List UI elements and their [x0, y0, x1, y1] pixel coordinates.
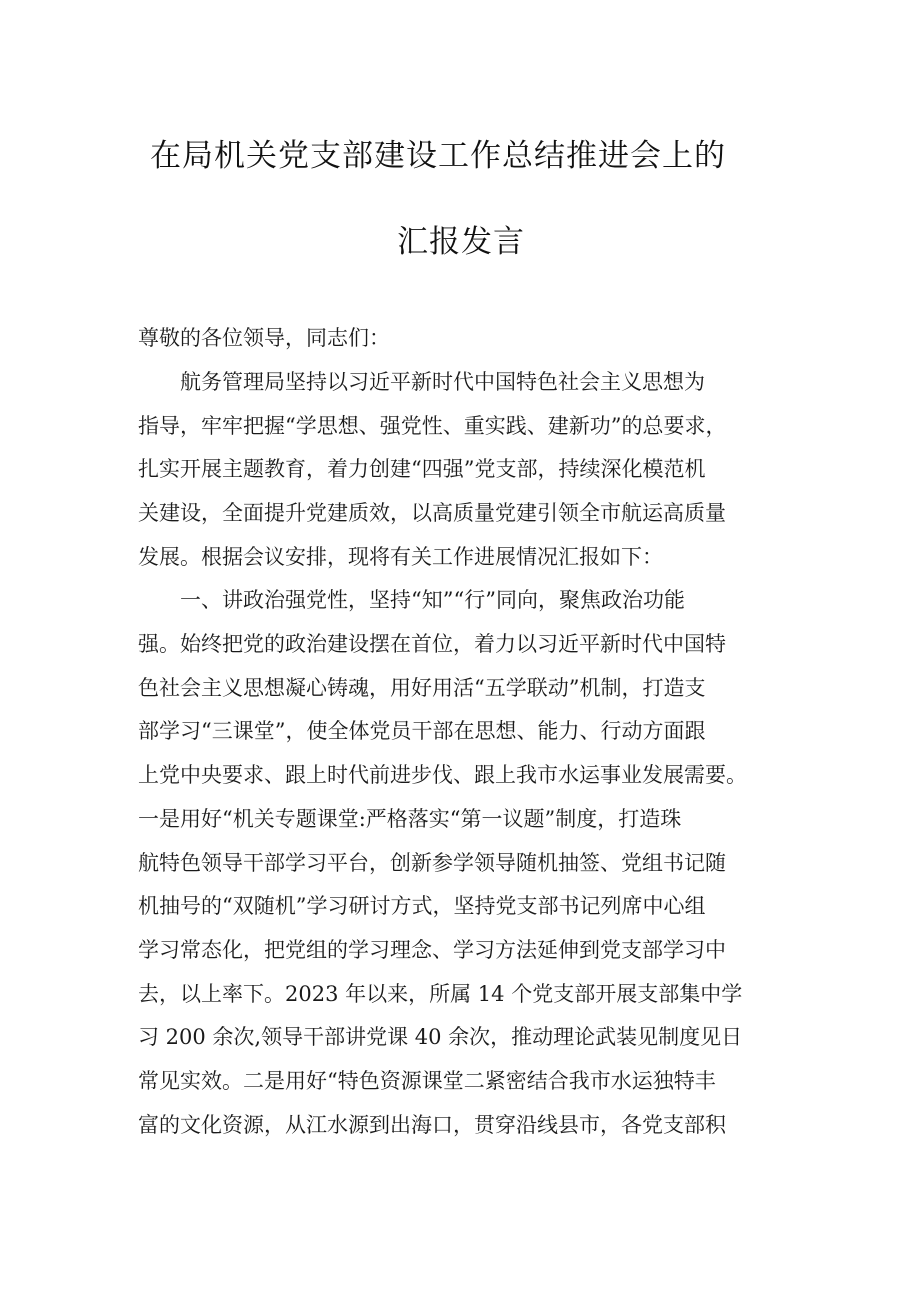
- document-title-line-1: 在局机关党支部建设工作总结推进会上的: [150, 138, 726, 174]
- greeting-line: 尊敬的各位领导，同志们：: [138, 326, 390, 350]
- body-line: 习 200 余次,领导干部讲党课 40 余次，推动理论武装见制度见日: [138, 1025, 743, 1049]
- body-line: 机抽号的“双随机”学习研讨方式，坚持党支部书记列席中心组: [138, 894, 706, 918]
- body-line: 部学习“三课堂”，使全体党员干部在思想、能力、行动方面跟: [138, 719, 706, 743]
- body-line: 指导，牢牢把握“学思想、强党性、重实践、建新功”的总要求，: [138, 414, 727, 438]
- body-line: 常见实效。二是用好“特色资源课堂二紧密结合我市水运独特丰: [138, 1069, 716, 1093]
- body-line: 航务管理局坚持以习近平新时代中国特色社会主义思想为: [138, 370, 705, 394]
- body-line: 一是用好“机关专题课堂:严格落实“第一议题”制度，打造珠: [138, 807, 682, 831]
- body-line: 发展。根据会议安排，现将有关工作进展情况汇报如下：: [138, 545, 663, 569]
- body-line: 富的文化资源，从江水源到出海口，贯穿沿线县市，各党支部积: [138, 1113, 726, 1137]
- body-line: 强。始终把党的政治建设摆在首位，着力以习近平新时代中国特: [138, 632, 726, 656]
- body-line: 去，以上率下。2023 年以来，所属 14 个党支部开展支部集中学: [138, 982, 743, 1006]
- body-line: 上党中央要求、跟上时代前进步伐、跟上我市水运事业发展需要。: [138, 763, 747, 787]
- body-line: 航特色领导干部学习平台，创新参学领导随机抽签、党组书记随: [138, 851, 726, 875]
- body-line: 学习常态化，把党组的学习理念、学习方法延伸到党支部学习中: [138, 938, 726, 962]
- body-line: 扎实开展主题教育，着力创建“四强”党支部，持续深化模范机: [138, 457, 706, 481]
- body-line: 关建设，全面提升党建质效，以高质量党建引领全市航运高质量: [138, 501, 726, 525]
- body-line: 色社会主义思想凝心铸魂，用好用活“五学联动”机制，打造支: [138, 676, 706, 700]
- document-title-line-2: 汇报发言: [397, 224, 525, 260]
- body-line: 一、讲政治强党性，坚持“知”“行”同向，聚焦政治功能: [138, 588, 685, 612]
